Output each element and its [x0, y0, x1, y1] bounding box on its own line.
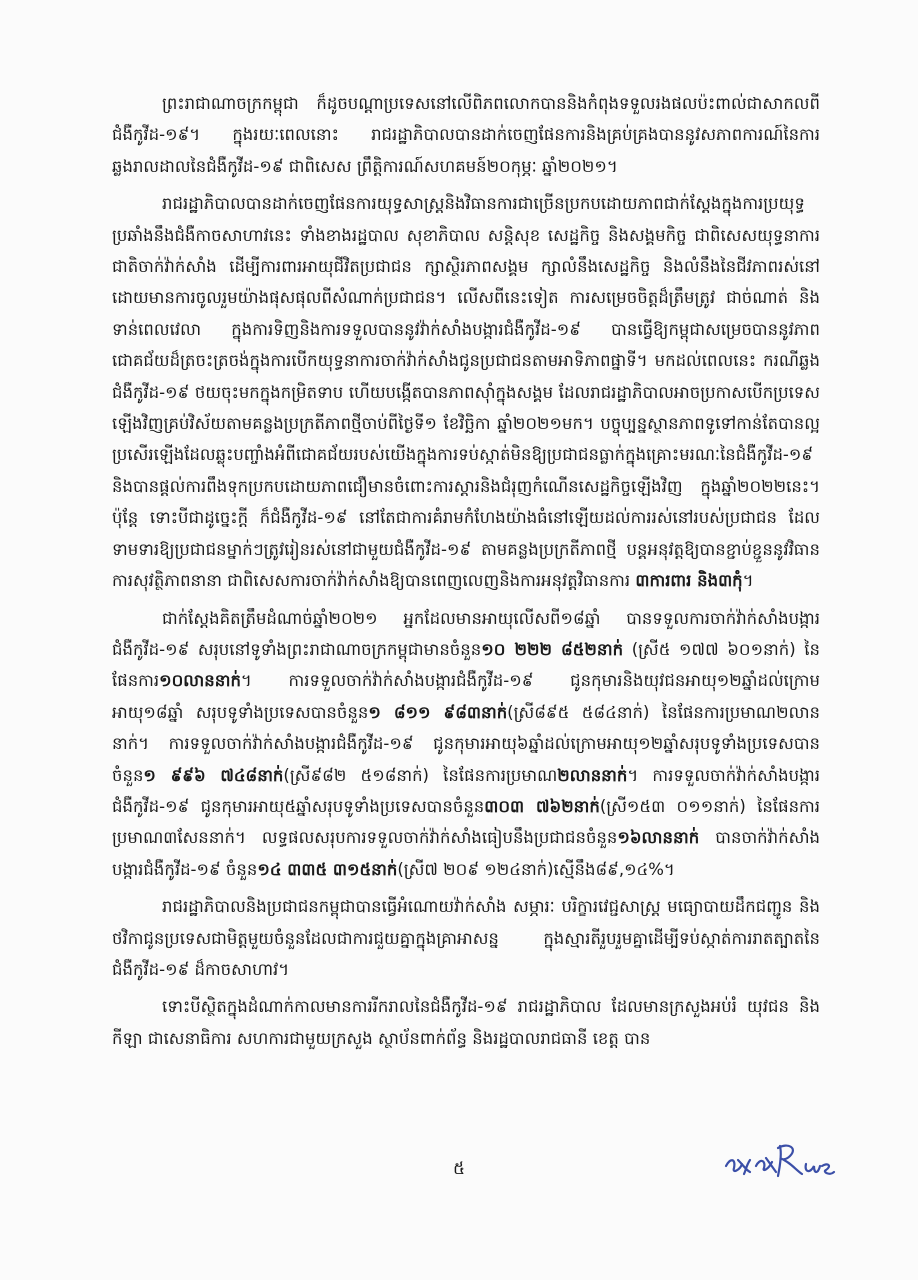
paragraph — [112, 603, 820, 886]
bold-text: ៣០៣ ៧៦២នាក់ — [484, 796, 600, 816]
page-number: ៥ — [452, 1159, 466, 1179]
paragraph-text: ទោះបីស្ថិតក្នុងដំណាក់កាលមានការរីករាលនៃជំងឺកូវីដ-១៩ រាជរដ្ឋាភិបាល ដែលមានក្រសួងអប់រំ យុវជន និងកីឡា ជាសេនាធិការ សហការជាមួយក្រសួង ស្ថាប័នពាក់ព័ន្ធ និងរដ្ឋបាលរាជធានី ខេត្ត បាន — [112, 997, 820, 1048]
paragraph-text: ។ — [742, 571, 754, 591]
bold-text: ១ ៨១១ ៩៨៣នាក់ — [368, 702, 508, 722]
bold-text: ២លាននាក់ — [557, 765, 628, 785]
paragraph-text: (ស្រី១៥៣ ០១១នាក់) នៃផែនការប្រមាណ៣សែននាក់។ លទ្ធផលសរុបការទទួលចាក់វ៉ាក់សាំងធៀបនឹងប្រជាជនចំនួន — [112, 796, 820, 848]
bold-text: ១ ៩៩៦ ៧៤៨នាក់ — [143, 765, 284, 785]
bold-text: ១០លាននាក់ — [159, 671, 241, 691]
paragraph-text: ព្រះរាជាណាចក្រកម្ពុជា ក៏ដូចបណ្តាប្រទេសនៅលើពិភពលោកបាននិងកំពុងទទួលរងផលប៉ះពាល់ជាសាកលពីជំងឺកូវីដ-១៩។ ក្នុងរយៈពេលនោះ រាជរដ្ឋាភិបាលបានដាក់ចេញផែនការនិងគ្រប់គ្រងបាននូវសភាពការណ៍នៃការឆ្លងរាលដាលនៃជំងឺកូវីដ-១៩ ជាពិសេស ព្រឹត្តិការណ៍សហគមន៍២០កុម្ភៈ ឆ្នាំ២០២១។ — [112, 94, 820, 176]
paragraph — [112, 891, 820, 985]
bold-text: ១៤ ៣៣៥ ៣១៥នាក់ — [257, 859, 398, 879]
paragraph-text: (ស្រី៧ ២០៩ ១២៤នាក់)ស្មើនឹង៨៩,១៤%។ — [397, 859, 675, 879]
paragraph-text: ។ ការទទួលចាក់វ៉ាក់សាំងបង្ការជំងឺកូវីដ-១៩ ជូនកុមារអាយុ៥ឆ្នាំសរុបទូទាំងប្រទេសបានចំនួន — [112, 765, 820, 816]
bold-text: ៣ការពារ និង៣កុំ — [635, 571, 743, 591]
paragraph-text: (ស្រី៨៩៥ ៥៨៤នាក់) នៃផែនការប្រមាណ២លាននាក់។ ការទទួលចាក់វ៉ាក់សាំងបង្ការជំងឺកូវីដ-១៩ ជូនកុមារអាយុ៦ឆ្នាំដល់ក្រោមអាយុ១២ឆ្នាំសរុបទូទាំងប្រទេសបានចំនួន — [112, 702, 820, 785]
paragraph-text: បានចាក់វ៉ាក់សាំងបង្ការជំងឺកូវីដ-១៩ ចំនួន — [112, 828, 821, 879]
handwritten-signature — [720, 1136, 838, 1184]
document-body — [112, 88, 820, 1060]
paragraph-text: ។ ការទទួលចាក់វ៉ាក់សាំងបង្ការជំងឺកូវីដ-១៩ ជូនកុមារនិងយុវជនអាយុ១២ឆ្នាំដល់ក្រោមអាយុ១៨ឆ្នាំ សរុបទូទាំងប្រទេសបានចំនួន — [112, 671, 820, 722]
paragraph-text: (ស្រី៥ ១៧៧ ៦០១នាក់) នៃផែនការ — [112, 639, 820, 691]
bold-text: ១៦លាននាក់ — [617, 828, 700, 848]
bold-text: ១០ ២២២ ៨៥២នាក់ — [481, 639, 624, 659]
paragraph-text: (ស្រី៩៨២ ៥១៨នាក់) នៃផែនការប្រមាណ — [283, 765, 558, 785]
paragraph-text: ជាក់ស្តែងគិតត្រឹមដំណាច់ឆ្នាំ២០២១ អ្នកដែលមានអាយុលើសពី១៨ឆ្នាំ បានទទួលការចាក់វ៉ាក់សាំងបង្ការជំងឺកូវីដ-១៩ សរុបនៅទូទាំងព្រះរាជាណាចក្រកម្ពុជាមានចំនួន — [112, 608, 820, 659]
paragraph — [112, 991, 820, 1054]
paragraph — [112, 188, 820, 596]
paragraph-text: រាជរដ្ឋាភិបាលនិងប្រជាជនកម្ពុជាបានធ្វើអំណោយវ៉ាក់សាំង សម្ភារៈ បរិក្ខារវេជ្ជសាស្ត្រ មធ្យោបាយដឹកជញ្ជូន និងថវិកាជូនប្រទេសជាមិត្តមួយចំនួនដែលជាការជួយគ្នាក្នុងគ្រាអាសន្ន ក្នុងស្មារតីរួបរួមគ្នាដើម្បីទប់ស្កាត់ការរាតត្បាតនៃជំងឺកូវីដ-១៩ ដ៏កាចសាហាវ។ — [112, 897, 820, 979]
paragraph-text: រាជរដ្ឋាភិបាលបានដាក់ចេញផែនការយុទ្ធសាស្ត្រនិងវិធានការជាច្រើនប្រកបដោយភាពជាក់ស្តែងក្នុងការប្រយុទ្ធប្រឆាំងនឹងជំងឺកាចសាហាវនេះ ទាំងខាងរដ្ឋបាល សុខាភិបាល សន្តិសុខ សេដ្ឋកិច្ច និងសង្គមកិច្ច ជាពិសេសយុទ្ធនាការជាតិចាក់វ៉ាក់សាំង ដើម្បីការពារអាយុជីវិតប្រជាជន ក្សាស្ថិរភាពសង្គម ក្សាលំនឹងសេដ្ឋកិច្ច និងលំនឹងនៃជីវភាពរស់នៅ ដោយមានការចូលរួមយ៉ាងផុសផុលពីសំណាក់ប្រជាជន។ លើសពីនេះទៀត ការសម្រេចចិត្តដ៏ត្រឹមត្រូវ ជាច់ណាត់ និងទាន់ពេលវេលា ក្នុងការទិញនិងការទទួលបាននូវវ៉ាក់សាំងបង្ការជំងឺកូវីដ-១៩ បានធ្វើឱ្យកម្ពុជាសម្រេចបាននូវភាពជោគជ័យដ៏ត្រចះត្រចង់ក្នុងការបើកយុទ្ធនាការចាក់វ៉ាក់សាំងជូនប្រជាជនតាមអាទិភាពផ្នាទី។ មកដល់ពេលនេះ ករណីឆ្លងជំងឺកូវីដ-១៩ ថយចុះមកក្នុងកម្រិតទាប ហើយបង្កើតបានភាពស៊ាំក្នុងសង្គម ដែលរាជរដ្ឋាភិបាលអាចប្រកាសបើកប្រទេសឡើងវិញគ្រប់វិស័យតាមគន្លងប្រក្រតីភាពថ្មីចាប់ពីថ្ងៃទី១ ខែវិច្ឆិកា ឆ្នាំ២០២១មក។ បច្ចុប្បន្នស្ថានភាពទូទៅកាន់តែបានល្អប្រសើរឡើងដែលឆ្លុះបញ្ចាំងអំពីជោគជ័យរបស់យើងក្នុងការទប់ស្កាត់មិនឱ្យប្រជាជនធ្លាក់ក្នុងគ្រោះមរណៈនៃជំងឺកូវីដ-១៩ និងបានផ្តល់ការពឹងទុកប្រកបដោយភាពជឿមានចំពោះការស្តារនិងជំរុញកំណើនសេដ្ឋកិច្ចឡើងវិញ ក្នុងឆ្នាំ២០២២នេះ។ ប៉ុន្តែ ទោះបីជាដូច្នេះក្តី ក៏ជំងឺកូវីដ-១៩ នៅតែជាការគំរាមកំហែងយ៉ាងធំនៅឡើយដល់ការរស់នៅរបស់ប្រជាជន ដែលទាមទារឱ្យប្រជាជនម្នាក់ៗត្រូវរៀនរស់នៅជាមួយជំងឺកូវីដ-១៩ តាមគន្លងប្រក្រតីភាពថ្មី បន្តអនុវត្តឱ្យបានខ្ជាប់ខ្ជួននូវវិធានការសុវត្ថិភាពនានា ជាពិសេសការចាក់វ៉ាក់សាំងឱ្យបានពេញលេញនិងការអនុវត្តវិធានការ — [112, 194, 820, 591]
paragraph — [112, 88, 820, 182]
